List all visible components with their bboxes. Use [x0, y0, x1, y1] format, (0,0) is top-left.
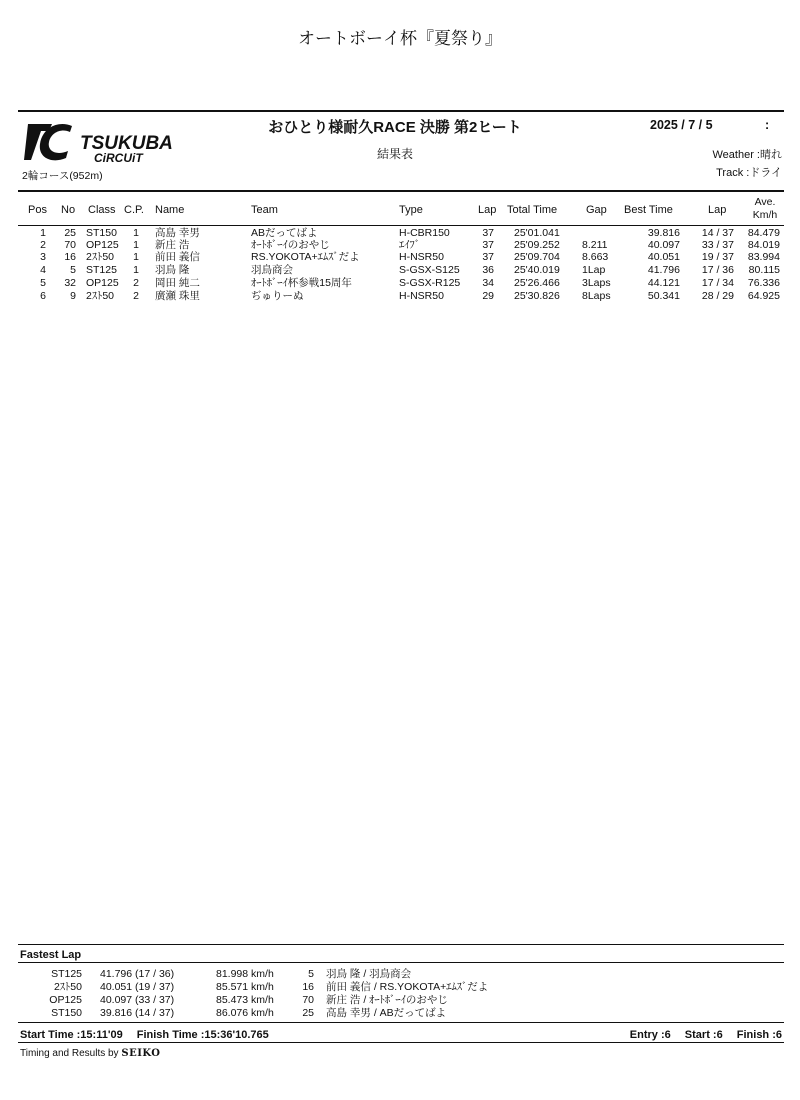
fl-no: 25: [302, 1007, 314, 1019]
race-title: おひとり様耐久RACE 決勝 第2ヒート: [268, 119, 522, 136]
cell-best-time: 39.816: [647, 227, 680, 239]
cell-pos: 1: [40, 227, 46, 239]
cell-pos: 5: [40, 277, 46, 289]
cell-best-time: 41.796: [647, 264, 680, 276]
cell-total-time: 25'30.826: [514, 290, 560, 302]
fl-speed: 86.076 km/h: [216, 1007, 274, 1019]
fl-speed: 85.473 km/h: [216, 994, 274, 1006]
fl-time: 40.051 (19 / 37): [100, 981, 175, 993]
col-ave-speed: [748, 196, 782, 222]
cell-best-time: 40.097: [647, 239, 680, 251]
fl-time: 39.816 (14 / 37): [100, 1007, 175, 1019]
fastest-lap-heading: Fastest Lap: [20, 949, 82, 961]
cell-name: 前田 義信: [155, 251, 200, 263]
cell-best-lap: 28 / 29: [701, 290, 734, 302]
cell-class: OP125: [86, 239, 119, 251]
cell-best-lap: 17 / 34: [701, 277, 734, 289]
cell-total-time: 25'40.019: [514, 264, 560, 276]
col-gap: Gap: [586, 204, 607, 216]
cell-total-time: 25'09.704: [514, 251, 560, 263]
cell-class: ST125: [86, 264, 117, 276]
cell-best-time: 44.121: [647, 277, 680, 289]
footer-bottom-rule: [18, 1042, 784, 1043]
cell-class: 2ｽﾄ50: [86, 290, 115, 302]
col-pos: Pos: [28, 204, 47, 216]
cell-lap: 37: [482, 239, 494, 251]
cell-cp: 1: [133, 227, 139, 239]
cell-ave-speed: 84.479: [747, 227, 780, 239]
race-time-placeholder: :: [765, 118, 770, 132]
cell-best-lap: 14 / 37: [701, 227, 734, 239]
fl-class: ST125: [51, 968, 82, 980]
start-finish-times: Start Time :15:11'09 Finish Time :15:36'10.765: [20, 1029, 269, 1041]
fl-class: 2ｽﾄ50: [53, 981, 82, 993]
cell-team: RS.YOKOTA+ｴﾑｽﾞだよ: [251, 251, 360, 263]
cell-total-time: 25'09.252: [514, 239, 560, 251]
seiko-logo: SEIKO: [121, 1048, 161, 1059]
document-subtitle: 結果表: [376, 147, 413, 161]
cell-ave-speed: 83.994: [747, 251, 780, 263]
cell-team: ｵｰﾄﾎﾞｰｲ杯参戦15周年: [251, 277, 352, 289]
col-class: Class: [88, 204, 116, 216]
cell-type: H-NSR50: [399, 251, 444, 263]
cell-team: ｵｰﾄﾎﾞｰｲのおやじ: [251, 239, 330, 251]
cell-type: ｴｲﾌﾞ: [399, 239, 420, 251]
cell-type: S-GSX-S125: [399, 264, 460, 276]
cell-lap: 37: [482, 227, 494, 239]
cell-lap: 29: [482, 290, 494, 302]
cell-name: 岡田 純二: [155, 277, 200, 289]
cell-class: OP125: [86, 277, 119, 289]
footer-top-rule: [18, 1022, 784, 1023]
col-name: Name: [155, 204, 185, 216]
track-condition: Track :ドライ: [716, 167, 782, 179]
cell-pos: 6: [40, 290, 46, 302]
fastest-lap-header-rule: [18, 962, 784, 963]
cell-ave-speed: 64.925: [747, 290, 780, 302]
cell-best-time: 40.051: [647, 251, 680, 263]
cell-name: 廣瀬 珠里: [155, 290, 200, 302]
fl-no: 70: [302, 994, 314, 1006]
cell-name: 高島 幸男: [155, 227, 200, 239]
cell-gap: 1Lap: [582, 264, 606, 276]
logo-text-circuit: CiRCUiT: [94, 151, 143, 165]
top-rule: [18, 110, 784, 112]
cell-no: 16: [64, 251, 76, 263]
fl-rider: 前田 義信 / RS.YOKOTA+ｴﾑｽﾞだよ: [326, 981, 489, 993]
col-ave-label: Ave.: [754, 196, 776, 208]
fl-speed: 85.571 km/h: [216, 981, 274, 993]
cell-name: 新庄 浩: [155, 239, 190, 251]
cell-pos: 4: [40, 264, 46, 276]
cell-cp: 1: [133, 239, 139, 251]
page-title: オートボーイ杯『夏祭り』: [298, 29, 502, 48]
cell-team: 羽鳥商会: [251, 264, 293, 276]
cell-team: ぢゅりーぬ: [251, 290, 304, 302]
fl-rider: 羽鳥 隆 / 羽鳥商会: [326, 968, 412, 980]
col-cp: C.P.: [124, 204, 144, 216]
cell-lap: 36: [482, 264, 494, 276]
cell-best-lap: 19 / 37: [701, 251, 734, 263]
fl-time: 40.097 (33 / 37): [100, 994, 175, 1006]
fl-speed: 81.998 km/h: [216, 968, 274, 980]
table-top-rule: [18, 190, 784, 192]
cell-total-time: 25'26.466: [514, 277, 560, 289]
fl-rider: 新庄 浩 / ｵｰﾄﾎﾞｰｲのおやじ: [326, 994, 448, 1006]
cell-pos: 2: [40, 239, 46, 251]
cell-lap: 34: [482, 277, 494, 289]
weather: Weather :晴れ: [712, 149, 782, 161]
tsukuba-circuit-logo: [22, 120, 212, 166]
timing-credit: [20, 1048, 161, 1059]
entry-start-finish-counts: Entry :6 Start :6 Finish :6: [629, 1029, 782, 1041]
cell-name: 羽鳥 隆: [155, 264, 190, 276]
cell-gap: 8.663: [582, 251, 609, 263]
cell-team: ABだってばよ: [251, 227, 318, 239]
cell-best-lap: 33 / 37: [701, 239, 734, 251]
cell-ave-speed: 84.019: [747, 239, 780, 251]
cell-class: 2ｽﾄ50: [86, 251, 115, 263]
course-name: 2輪コース(952m): [22, 170, 103, 182]
cell-ave-speed: 76.336: [747, 277, 780, 289]
cell-cp: 2: [133, 277, 139, 289]
cell-cp: 1: [133, 264, 139, 276]
fl-no: 5: [308, 968, 314, 980]
cell-no: 25: [64, 227, 76, 239]
fl-time: 41.796 (17 / 36): [100, 968, 175, 980]
table-header-rule: [18, 225, 784, 226]
cell-gap: 8Laps: [582, 290, 611, 302]
fl-class: OP125: [49, 994, 82, 1006]
fastest-lap-top-rule: [18, 944, 784, 945]
col-no: No: [61, 204, 76, 216]
cell-type: H-NSR50: [399, 290, 444, 302]
cell-gap: 8.211: [582, 239, 608, 251]
cell-pos: 3: [40, 251, 46, 263]
credit-text: Timing and Results by: [20, 1048, 122, 1059]
cell-type: H-CBR150: [399, 227, 450, 239]
cell-no: 32: [64, 277, 76, 289]
fl-rider: 高島 幸男 / ABだってばよ: [326, 1007, 447, 1019]
race-date: 2025 / 7 / 5: [650, 118, 713, 132]
col-best-time: Best Time: [624, 204, 673, 216]
col-ave-unit: Km/h: [752, 209, 778, 221]
cell-total-time: 25'01.041: [514, 227, 560, 239]
fl-class: ST150: [51, 1007, 82, 1019]
cell-no: 70: [64, 239, 76, 251]
col-best-lap: Lap: [708, 204, 727, 216]
cell-class: ST150: [86, 227, 117, 239]
cell-lap: 37: [482, 251, 494, 263]
col-type: Type: [399, 204, 423, 216]
cell-ave-speed: 80.115: [748, 264, 780, 276]
col-lap: Lap: [478, 204, 497, 216]
cell-cp: 2: [133, 290, 139, 302]
cell-no: 5: [70, 264, 76, 276]
cell-cp: 1: [133, 251, 139, 263]
cell-best-lap: 17 / 36: [701, 264, 734, 276]
cell-gap: 3Laps: [582, 277, 611, 289]
cell-type: S-GSX-R125: [399, 277, 461, 289]
logo-text-tsukuba: TSUKUBA: [80, 133, 173, 154]
cell-no: 9: [70, 290, 76, 302]
col-team: Team: [251, 204, 278, 216]
fl-no: 16: [302, 981, 314, 993]
col-total-time: Total Time: [507, 204, 558, 216]
cell-best-time: 50.341: [647, 290, 680, 302]
